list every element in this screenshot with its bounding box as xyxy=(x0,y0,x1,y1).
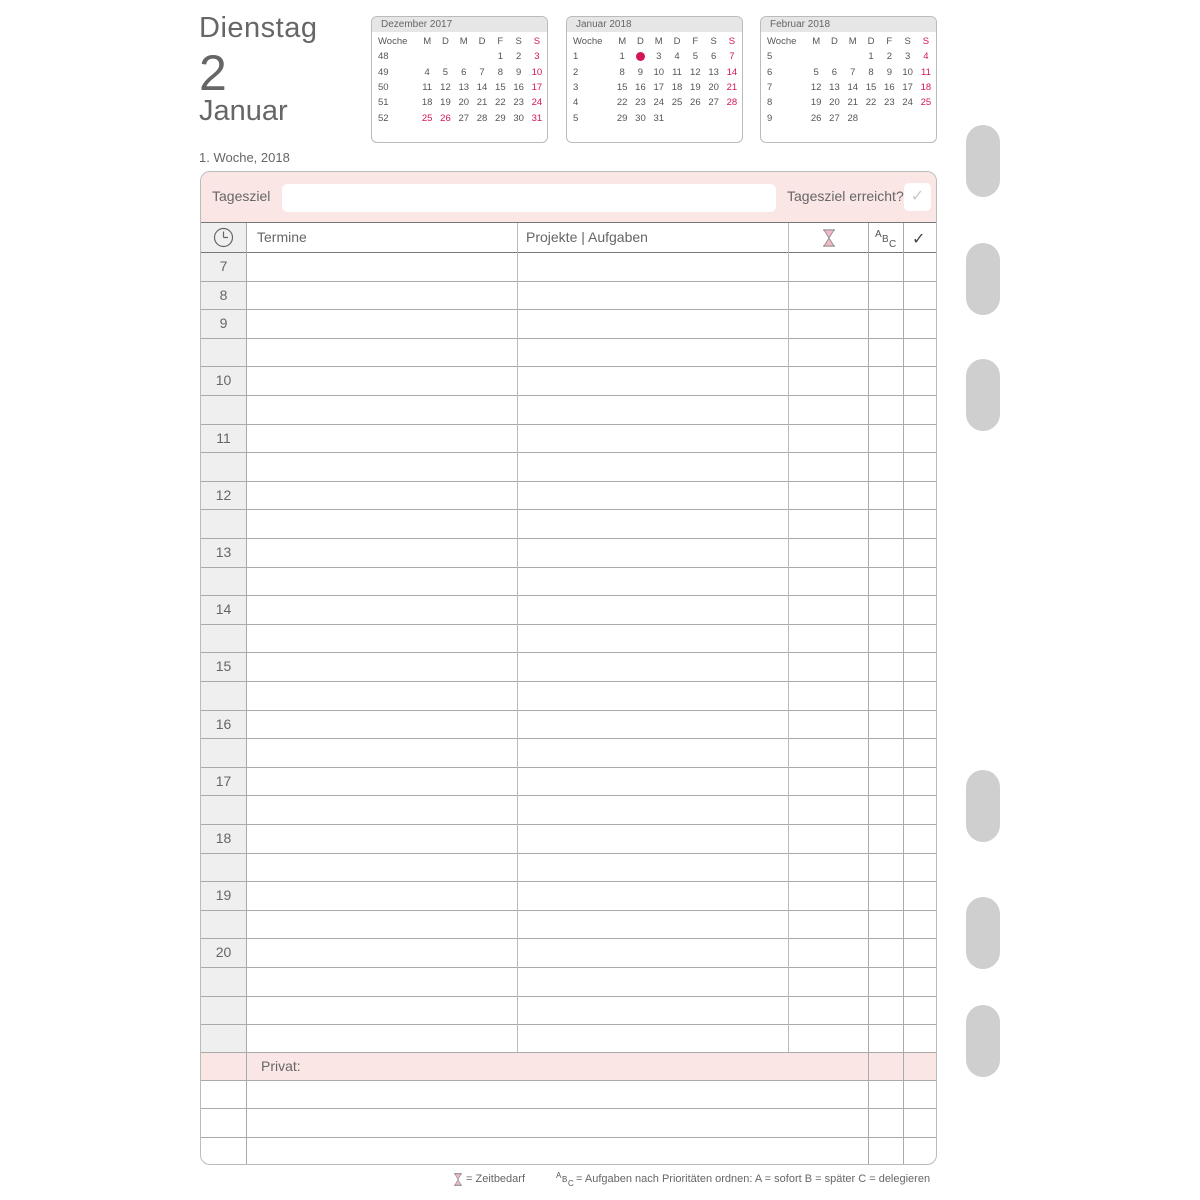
calendar-day: 25 xyxy=(920,97,932,109)
calendar-day: 1 xyxy=(868,51,874,63)
calendar-day: 17 xyxy=(902,82,913,94)
calendar-day: 31 xyxy=(531,112,543,124)
row-line xyxy=(201,681,936,682)
hour-label: 13 xyxy=(215,544,232,560)
calendar-day: 30 xyxy=(513,112,524,124)
calendar-header-row xyxy=(573,34,741,49)
row-line xyxy=(201,795,936,796)
row-line xyxy=(201,910,936,911)
calendar-day: 8 xyxy=(619,66,625,78)
calendar-day: 12 xyxy=(690,66,701,78)
date-heading xyxy=(199,12,317,128)
calendar-day: 10 xyxy=(531,66,543,78)
daily-goal-bar xyxy=(201,172,936,223)
side-tab[interactable] xyxy=(966,359,1000,431)
calendar-day: 18 xyxy=(671,82,683,94)
calendar-day: 24 xyxy=(653,97,665,109)
calendar-day: 30 xyxy=(635,112,646,124)
calendar-day: 15 xyxy=(616,82,628,94)
calendar-day: 24 xyxy=(902,97,913,109)
row-line xyxy=(201,652,936,653)
calendar-week-number: Woche xyxy=(378,36,408,48)
row-line xyxy=(201,481,936,482)
calendar-day: 14 xyxy=(476,82,488,94)
calendar-day: 7 xyxy=(850,66,856,78)
calendar-week-number: 9 xyxy=(767,112,773,124)
row-line xyxy=(201,824,936,825)
calendar-day: S xyxy=(728,36,736,48)
calendar-day: 6 xyxy=(831,66,838,78)
calendar-day xyxy=(473,49,491,64)
calendar-day: M xyxy=(654,36,663,48)
calendar-day: D xyxy=(478,36,486,48)
calendar-day: 26 xyxy=(440,112,451,124)
hour-label: 17 xyxy=(215,773,232,789)
calendar-day: 2 xyxy=(886,51,892,63)
row-line xyxy=(201,252,936,253)
calendar-day: 15 xyxy=(495,82,506,94)
calendar-week-row xyxy=(573,95,741,110)
calendar-day: 23 xyxy=(513,97,524,109)
calendar-day: 9 xyxy=(886,66,892,78)
calendar-day: 31 xyxy=(653,112,665,124)
calendar-week-number: Woche xyxy=(573,36,603,48)
calendar-day xyxy=(898,110,916,125)
calendar-day: 2 xyxy=(515,51,522,63)
calendar-day: 16 xyxy=(884,82,895,94)
calendar-day: S xyxy=(533,36,541,48)
calendar-day: 29 xyxy=(616,112,628,124)
calendar-week-row xyxy=(767,110,935,125)
calendar-week-number: 8 xyxy=(767,97,773,109)
side-tab[interactable] xyxy=(966,243,1000,315)
calendar-day: 21 xyxy=(476,97,488,109)
svg-text:B: B xyxy=(562,1175,568,1184)
row-line xyxy=(201,452,936,453)
calendar-today xyxy=(631,49,649,64)
calendar-week-row xyxy=(767,95,935,110)
hour-label: 8 xyxy=(219,287,228,303)
hourglass-icon xyxy=(821,229,837,247)
calendar-day: 3 xyxy=(656,51,662,63)
calendar-day: 19 xyxy=(810,97,822,109)
calendar-day: 10 xyxy=(902,66,913,78)
row-line xyxy=(201,1052,936,1053)
today-marker-icon xyxy=(636,52,645,61)
calendar-day: 13 xyxy=(708,66,719,78)
calendar-day: 20 xyxy=(829,97,840,109)
calendar-day: 5 xyxy=(813,66,819,78)
calendar-day: M xyxy=(618,36,627,48)
row-line xyxy=(201,938,936,939)
calendar-day: 13 xyxy=(458,82,470,94)
row-line xyxy=(201,222,936,223)
calendar-day: 26 xyxy=(810,112,822,124)
row-line xyxy=(201,595,936,596)
calendar-day: 19 xyxy=(440,97,451,109)
calendar-day: 7 xyxy=(479,66,485,78)
calendar-day: 10 xyxy=(653,66,665,78)
calendar-day: 9 xyxy=(637,66,644,78)
hour-label: 14 xyxy=(215,601,232,617)
row-line xyxy=(201,424,936,425)
mini-calendar-title: Januar 2018 xyxy=(567,17,742,32)
calendar-day xyxy=(686,110,704,125)
hour-column xyxy=(201,223,246,1052)
calendar-day: M xyxy=(848,36,857,48)
calendar-week-number: 5 xyxy=(767,51,773,63)
calendar-day: 28 xyxy=(726,97,738,109)
calendar-day: D xyxy=(831,36,838,48)
row-line xyxy=(201,1024,936,1025)
calendar-day: 5 xyxy=(442,66,449,78)
svg-text:B: B xyxy=(882,234,889,245)
calendar-week-number: 7 xyxy=(767,82,773,94)
row-line xyxy=(201,967,936,968)
row-line xyxy=(201,309,936,310)
calendar-day: D xyxy=(442,36,449,48)
calendar-header-row xyxy=(767,34,935,49)
row-line xyxy=(201,281,936,282)
calendar-week-row xyxy=(573,80,741,95)
calendar-day: 18 xyxy=(920,82,932,94)
calendar-week-number: 3 xyxy=(573,82,579,94)
calendar-day: F xyxy=(886,36,893,48)
day-number: 2 xyxy=(199,45,227,101)
calendar-day: 8 xyxy=(868,66,874,78)
mini-calendar-grid xyxy=(573,34,741,126)
column-divider xyxy=(788,223,790,1052)
hour-label: 12 xyxy=(215,487,232,503)
calendar-day: 4 xyxy=(424,66,430,78)
calendar-week-row xyxy=(378,49,546,64)
calendar-day: 5 xyxy=(692,51,698,63)
mini-calendar-title: Dezember 2017 xyxy=(372,17,547,32)
calendar-day xyxy=(668,110,686,125)
row-line xyxy=(201,1080,936,1081)
calendar-week-number: 51 xyxy=(378,97,389,109)
calendar-day: 11 xyxy=(672,66,682,78)
calendar-day: 14 xyxy=(847,82,859,94)
calendar-week-row xyxy=(767,65,935,80)
row-line xyxy=(201,1108,936,1109)
calendar-day xyxy=(807,49,825,64)
calendar-day: 19 xyxy=(690,82,701,94)
calendar-day: 16 xyxy=(513,82,524,94)
calendar-day: 15 xyxy=(865,82,877,94)
hour-label: 19 xyxy=(215,887,232,903)
mini-calendar-grid xyxy=(767,34,935,126)
week-label: 1. Woche, 2018 xyxy=(199,150,290,165)
row-line xyxy=(201,538,936,539)
calendar-day: 25 xyxy=(671,97,683,109)
calendar-week-number: 48 xyxy=(378,51,389,63)
goal-reached-label: Tagesziel erreicht? xyxy=(787,188,904,204)
calendar-header-row xyxy=(378,34,546,49)
clock-icon xyxy=(213,227,234,248)
calendar-day: 17 xyxy=(531,82,543,94)
calendar-week-number: 5 xyxy=(573,112,579,124)
hour-label: 11 xyxy=(216,430,231,446)
calendar-day: 1 xyxy=(619,51,625,63)
calendar-day: D xyxy=(867,36,875,48)
side-tab[interactable] xyxy=(966,125,1000,197)
calendar-week-number: 2 xyxy=(573,66,579,78)
calendar-week-number: 50 xyxy=(378,82,389,94)
hour-label: 15 xyxy=(215,658,232,674)
hour-label: 18 xyxy=(215,830,232,846)
svg-text:C: C xyxy=(889,239,897,249)
calendar-day: 27 xyxy=(708,97,719,109)
day-planner xyxy=(200,171,937,1165)
mini-calendar-december xyxy=(371,16,548,143)
calendar-day xyxy=(723,110,741,125)
calendar-day: D xyxy=(673,36,681,48)
calendar-day: 8 xyxy=(497,66,503,78)
calendar-week-number: Woche xyxy=(767,36,797,48)
calendar-week-row xyxy=(573,49,741,64)
daily-goal-input[interactable] xyxy=(282,184,776,212)
calendar-day: 11 xyxy=(920,66,931,78)
done-check-header: ✓ xyxy=(912,231,926,248)
calendar-day: 16 xyxy=(635,82,646,94)
calendar-day: D xyxy=(637,36,644,48)
legend-time: = Zeitbedarf xyxy=(466,1173,526,1185)
mini-calendar-title: Februar 2018 xyxy=(761,17,936,32)
hour-label: 7 xyxy=(219,258,228,274)
calendar-day xyxy=(844,49,862,64)
calendar-day: 11 xyxy=(422,82,433,94)
calendar-day: S xyxy=(515,36,522,48)
calendar-day: 22 xyxy=(495,97,506,109)
column-divider xyxy=(903,223,904,1164)
column-divider xyxy=(246,223,247,1164)
calendar-week-row xyxy=(378,65,546,80)
calendar-week-row xyxy=(573,110,741,125)
month-name: Januar xyxy=(199,95,288,127)
calendar-day: M xyxy=(459,36,468,48)
calendar-day: 20 xyxy=(708,82,719,94)
legend-priority: = Aufgaben nach Prioritäten ordnen: A = sofort B = später C = delegieren xyxy=(576,1173,931,1185)
calendar-day: S xyxy=(922,36,930,48)
hourglass-legend-icon xyxy=(453,1173,463,1186)
calendar-day: 24 xyxy=(531,97,543,109)
calendar-week-number: 52 xyxy=(378,112,389,124)
calendar-day: 22 xyxy=(616,97,628,109)
calendar-day: S xyxy=(710,36,717,48)
calendar-day: 23 xyxy=(635,97,646,109)
row-line xyxy=(201,767,936,768)
mini-calendar-grid xyxy=(378,34,546,126)
hour-label: 20 xyxy=(215,944,232,960)
calendar-week-row xyxy=(378,95,546,110)
row-line xyxy=(201,567,936,568)
svg-text:A: A xyxy=(875,229,882,240)
calendar-week-row xyxy=(767,80,935,95)
calendar-day: 12 xyxy=(440,82,451,94)
hour-label: 16 xyxy=(215,716,232,732)
abc-legend-icon xyxy=(556,1170,576,1188)
calendar-day: 6 xyxy=(710,51,717,63)
calendar-day xyxy=(455,49,473,64)
row-line xyxy=(201,1137,936,1138)
calendar-day: 28 xyxy=(476,112,488,124)
projects-tasks-header: Projekte | Aufgaben xyxy=(526,229,648,245)
calendar-day: 14 xyxy=(726,66,738,78)
calendar-week-number: 49 xyxy=(378,66,389,78)
side-tab[interactable] xyxy=(966,770,1000,842)
calendar-day: 3 xyxy=(904,51,911,63)
calendar-day: 4 xyxy=(923,51,929,63)
weekday: Dienstag xyxy=(199,12,318,44)
priority-abc-icon xyxy=(874,227,900,249)
calendar-day xyxy=(418,49,436,64)
calendar-day: 13 xyxy=(829,82,840,94)
calendar-day: 21 xyxy=(847,97,859,109)
calendar-day: F xyxy=(497,36,504,48)
calendar-week-row xyxy=(767,49,935,64)
calendar-day: M xyxy=(423,36,432,48)
calendar-day: M xyxy=(812,36,821,48)
calendar-day: 27 xyxy=(829,112,840,124)
calendar-day: 18 xyxy=(421,97,433,109)
calendar-day: 4 xyxy=(674,51,680,63)
row-line xyxy=(201,738,936,739)
mini-calendar-january xyxy=(566,16,743,143)
calendar-day: 7 xyxy=(729,51,735,63)
row-line xyxy=(201,710,936,711)
row-line xyxy=(201,395,936,396)
calendar-day: 21 xyxy=(726,82,738,94)
calendar-day xyxy=(436,49,454,64)
private-row xyxy=(201,1052,936,1080)
mini-calendar-february xyxy=(760,16,937,143)
calendar-week-number: 6 xyxy=(767,66,773,78)
row-line xyxy=(201,366,936,367)
calendar-day: 17 xyxy=(653,82,665,94)
calendar-day: 12 xyxy=(810,82,822,94)
calendar-day: F xyxy=(692,36,699,48)
calendar-day: 9 xyxy=(515,66,522,78)
row-line xyxy=(201,996,936,997)
hour-label: 10 xyxy=(215,372,232,388)
calendar-week-row xyxy=(378,110,546,125)
row-line xyxy=(201,624,936,625)
row-line xyxy=(201,853,936,854)
calendar-day xyxy=(880,110,898,125)
private-label: Privat: xyxy=(261,1058,301,1074)
daily-goal-label: Tagesziel xyxy=(212,188,271,204)
side-tab[interactable] xyxy=(966,897,1000,969)
calendar-week-row xyxy=(378,80,546,95)
calendar-week-row xyxy=(573,65,741,80)
calendar-day: 6 xyxy=(461,66,467,78)
calendar-day: S xyxy=(904,36,911,48)
calendar-day xyxy=(704,110,722,125)
calendar-day: 25 xyxy=(421,112,433,124)
calendar-day xyxy=(862,110,880,125)
appointments-header: Termine xyxy=(257,229,307,245)
row-line xyxy=(201,338,936,339)
calendar-day: 28 xyxy=(847,112,859,124)
calendar-day: 20 xyxy=(458,97,470,109)
row-line xyxy=(201,509,936,510)
calendar-week-number: 4 xyxy=(573,97,579,109)
calendar-day: 29 xyxy=(495,112,506,124)
calendar-day: 27 xyxy=(458,112,470,124)
calendar-day: 26 xyxy=(690,97,701,109)
calendar-day xyxy=(825,49,843,64)
calendar-day xyxy=(917,110,935,125)
calendar-day: 1 xyxy=(497,51,503,63)
row-line xyxy=(201,881,936,882)
calendar-day: 3 xyxy=(534,51,540,63)
column-divider xyxy=(868,223,869,1164)
hour-label: 9 xyxy=(219,315,228,331)
svg-text:A: A xyxy=(556,1171,562,1180)
goal-reached-checkbox[interactable]: ✓ xyxy=(904,183,931,211)
svg-text:C: C xyxy=(568,1179,574,1188)
column-divider xyxy=(517,223,519,1052)
calendar-day: 23 xyxy=(884,97,895,109)
side-tab[interactable] xyxy=(966,1005,1000,1077)
calendar-week-number: 1 xyxy=(573,51,579,63)
calendar-day: 22 xyxy=(865,97,877,109)
